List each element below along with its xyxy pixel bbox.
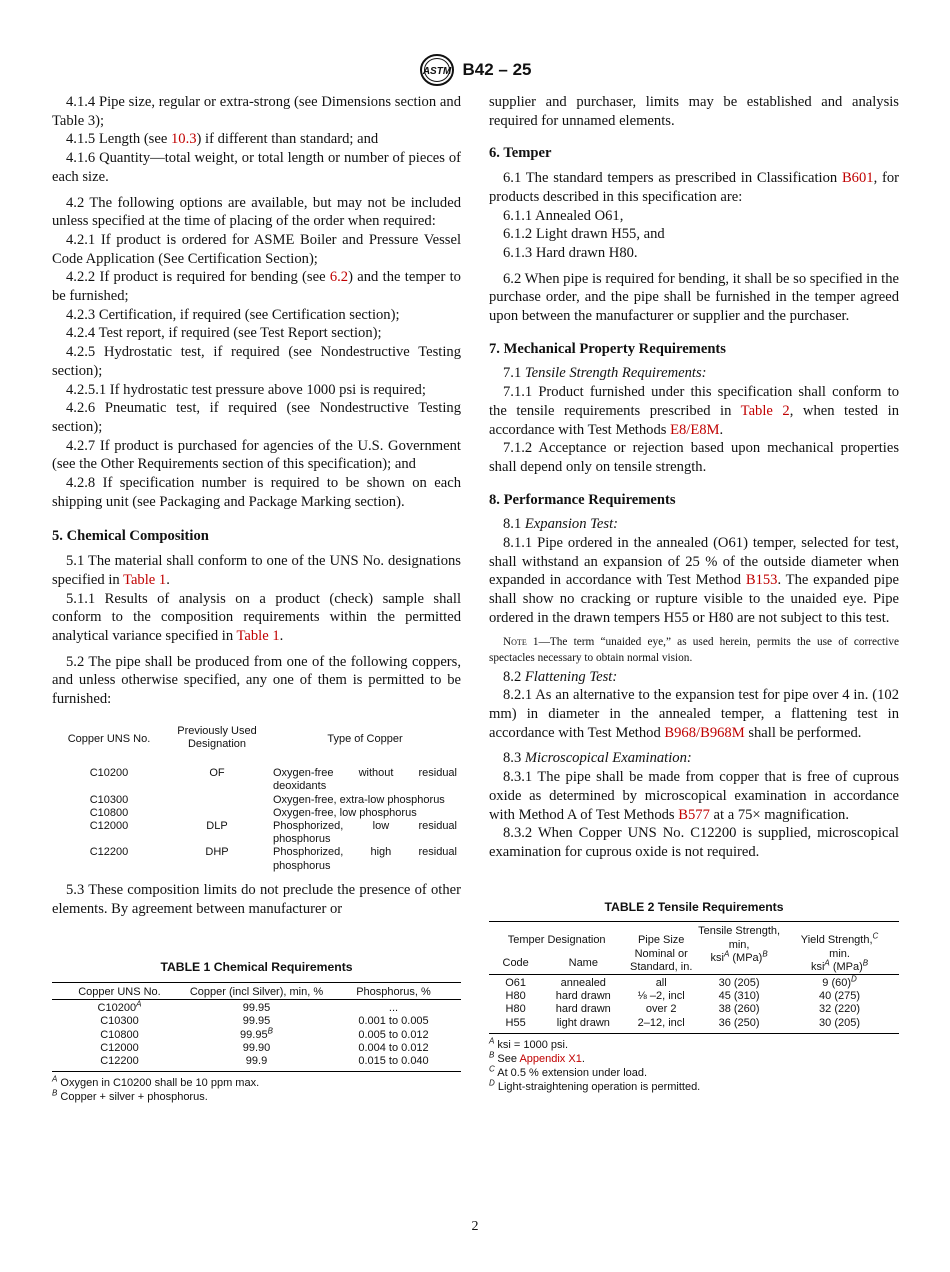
link-table-2[interactable]: Table 2 [740, 402, 790, 419]
table-2-footnote-a: $^A$ ksi = 1000 psi. [489, 1036, 569, 1051]
table-row: C10800 $99.95^B$ 0.005 to 0.012 [100, 1025, 429, 1041]
column-header: Type of Copper [327, 732, 403, 745]
document-designation: B42 – 25 [462, 60, 532, 79]
table-2-block [489, 898, 899, 1094]
column-header: Tensile Strength, min, ksi$^A$ (MPa)$^B$ [698, 925, 781, 964]
page-header [0, 56, 950, 84]
table-row: C10300 Oxygen-free, extra-low phosphorus [89, 793, 445, 806]
paragraph-4-2-3: 4.2.3 Certification, if required (see Certification section); [66, 306, 400, 323]
table-row: $C10200^A$ 99.95 ... [52, 1000, 461, 1016]
column-header: Copper UNS No. [78, 985, 161, 998]
paragraph-8-1-1: 8.1.1 Pipe ordered in the annealed (O61) temper, selected for test, shall withstand an expansion of 25 % of the outside diameter when expanded in accordance with Test Method B153. The expanded pipe shall show no cracking or rupture visible to the unaided eye. Pipe ordered in the drawn tempers H55 or H80 are not subject to this test. [489, 535, 899, 626]
column-header: Name [568, 956, 598, 969]
table-2-footnote-c: $^C$ At 0.5 % extension under load. [489, 1064, 648, 1079]
paragraph-5-1: 5.1 The material shall conform to one of the UNS No. designations specified in Table 1. [52, 553, 461, 588]
link-b601[interactable]: B601 [841, 170, 874, 187]
table-1-block [52, 958, 461, 1104]
table-row: H80 hard drawn ⅛ –2, incl 45 (310) 40 (275) [505, 990, 861, 1003]
table-1-footnote-a: $^A$ Oxygen in C10200 shall be 10 ppm max. [52, 1074, 260, 1090]
table-row: C10200 OF Oxygen-free without residual deoxidants [89, 767, 457, 793]
section-heading-8: 8. Performance Requirements [489, 491, 676, 508]
table-header-row [52, 982, 461, 999]
column-header: Copper UNS No. [67, 732, 151, 745]
paragraph-6-1: 6.1 The standard tempers as prescribed in Classification B601, for products described in this specification are: [489, 170, 899, 205]
table-row: C12200 99.9 0.015 to 0.040 [100, 1054, 429, 1067]
column-header: Temper Designation [507, 934, 606, 947]
paragraph-4-2: 4.2 The following options are available, but may not be included unless specified at the time of placing of the order when required: [52, 194, 461, 230]
paragraph-4-2-1: 4.2.1 If product is ordered for ASME Boiler and Pressure Vessel Code Application (See Certification Section); [52, 231, 461, 267]
link-b153[interactable]: B153 [745, 572, 778, 589]
table-row: H80 hard drawn over 2 38 (260) 32 (220) [505, 1003, 861, 1016]
table-row: C12000 99.90 0.004 to 0.012 [100, 1041, 429, 1054]
astm-logo-icon [419, 53, 455, 87]
paragraph-4-2-4: 4.2.4 Test report, if required (see Test Report section); [66, 325, 382, 342]
paragraph-4-2-5-1: 4.2.5.1 If hydrostatic test pressure above 1000 psi is required; [66, 381, 426, 398]
table-2-footnote-b: $^B$ See Appendix X1. [489, 1050, 585, 1065]
column-header: Previously Used Designation [177, 724, 257, 750]
table-2-title: TABLE 2 Tensile Requirements [604, 899, 784, 914]
paragraph-7-1: 7.1 Tensile Strength Requirements: [503, 365, 707, 382]
left-column [52, 93, 461, 1104]
paragraph-8-1: 8.1 Expansion Test: [503, 516, 618, 533]
link-appendix-x1[interactable]: Appendix X1 [519, 1052, 582, 1065]
table-row: O61 annealed all 30 (205) 9 $(60)^D$ [489, 974, 899, 990]
right-column [489, 93, 899, 1094]
link-b968[interactable]: B968/B968M [664, 724, 745, 741]
paragraph-8-3-2: 8.3.2 When Copper UNS No. C12200 is supplied, microscopical examination for cuprous oxide is not required. [489, 825, 899, 860]
link-6-2[interactable]: 6.2 [329, 269, 349, 286]
link-table-1[interactable]: Table 1 [236, 627, 280, 644]
paragraph-4-2-2: 4.2.2 If product is required for bending (see 6.2) and the temper to be furnished; [52, 269, 461, 305]
column-header: Copper (incl Silver), min, % [189, 985, 324, 998]
paragraph-4-2-6: 4.2.6 Pneumatic test, if required (see Nondestructive Testing section); [52, 400, 461, 435]
paragraph-6-1-1: 6.1.1 Annealed O61, [503, 207, 624, 224]
table-1-chemical-requirements [52, 982, 461, 1076]
column-header: Code [502, 956, 529, 969]
table-row: C12000 DLP Phosphorized, low residual phosphorus [89, 820, 457, 846]
table-1-footnote-b: $^B$ Copper + silver + phosphorus. [52, 1088, 208, 1104]
paragraph-5-2: 5.2 The pipe shall be produced from one of the following coppers, and unless otherwise specified, any one of them is permitted to be furnished: [52, 653, 461, 708]
column-header: Phosphorus, % [356, 985, 431, 998]
table-2-footnote-d: $^D$ Light-straightening operation is permitted. [489, 1078, 701, 1093]
paragraph-4-2-5: 4.2.5 Hydrostatic test, if required (see Nondestructive Testing section); [52, 344, 461, 379]
paragraph-8-2-1: 8.2.1 As an alternative to the expansion test for pipe over 4 in. (102 mm) in diameter in the annealed temper, a flattening test in accordance with Test Method B968/B968M shall be performed. [489, 687, 899, 741]
copper-types-table [55, 725, 459, 873]
paragraph-8-3: 8.3 Microscopical Examination: [503, 750, 692, 767]
page-number: 2 [471, 1219, 479, 1234]
table-header-row [55, 725, 459, 767]
paragraph-6-1-2: 6.1.2 Light drawn H55, and [503, 226, 665, 243]
paragraph-4-1-5: 4.1.5 Length (see 10.3) if different than standard; and [66, 131, 379, 148]
paragraph-5-3: 5.3 These composition limits do not preclude the presence of other elements. By agreement between manufacturer or [52, 881, 461, 917]
table-row: H55 light drawn 2–12, incl 36 (250) 30 (205) [505, 1016, 861, 1029]
svg-text:ASTM: ASTM [422, 66, 451, 77]
paragraph-6-2: 6.2 When pipe is required for bending, it shall be so specified in the purchase order, and the pipe shall be furnished in the temper agreed upon between the manufacturer or supplier and the purchaser. [489, 270, 899, 325]
column-header: Yield Strength,$^C$ min. ksi$^A$ (MPa)$^B$ [800, 931, 879, 973]
paragraph-4-2-7: 4.2.7 If product is purchased for agencies of the U.S. Government (see the Other Requirements section of this specification); and [52, 437, 461, 473]
paragraph-4-1-4: 4.1.4 Pipe size, regular or extra-strong (see Dimensions section and Table 3); [52, 94, 461, 129]
paragraph-4-1-6: 4.1.6 Quantity—total weight, or total length or number of pieces of each size. [52, 150, 461, 185]
paragraph-7-1-1: 7.1.1 Product furnished under this specification shall conform to the tensile requirements prescribed in Table 2, when tested in accordance with Test Methods E8/E8M. [489, 384, 899, 438]
table-row: C12200 DHP Phosphorized, high residual phosphorus [89, 846, 457, 872]
link-10-3[interactable]: 10.3 [170, 131, 197, 148]
table-2-tensile-requirements [489, 921, 899, 1037]
paragraph-7-1-2: 7.1.2 Acceptance or rejection based upon mechanical properties shall depend only on tensile strength. [489, 440, 899, 475]
section-heading-7: 7. Mechanical Property Requirements [489, 340, 726, 357]
paragraph-4-2-8: 4.2.8 If specification number is required to be shown on each shipping unit (see Packaging and Package Marking section). [52, 475, 461, 510]
paragraph-8-2: 8.2 Flattening Test: [503, 668, 618, 685]
table-row: C10800 Oxygen-free, low phosphorus [89, 806, 417, 819]
link-e8-e8m[interactable]: E8/E8M [670, 421, 720, 438]
link-b577[interactable]: B577 [678, 806, 710, 823]
section-heading-6: 6. Temper [489, 145, 552, 162]
section-heading-5: 5. Chemical Composition [52, 528, 209, 545]
table-header-row [489, 922, 899, 949]
note-1: Note 1—The term “unaided eye,” as used herein, permits the use of corrective spectacles necessary to obtain normal vision. [489, 635, 899, 664]
link-table-1[interactable]: Table 1 [123, 571, 167, 588]
paragraph-6-1-3: 6.1.3 Hard drawn H80. [503, 244, 638, 261]
column-header: Pipe Size Nominal or Standard, in. [630, 934, 693, 973]
paragraph-5-1-1: 5.1.1 Results of analysis on a product (check) sample shall conform to the composition requirements within the permitted analytical variance specified in Table 1. [52, 590, 461, 644]
paragraph-8-3-1: 8.3.1 The pipe shall be made from copper that is free of cuprous oxide as determined by microscopical examination in accordance with Method A of Test Methods B577 at a 75× magnification. [489, 769, 899, 823]
paragraph-continued: supplier and purchaser, limits may be established and analysis required for unnamed elements. [489, 94, 899, 129]
table-row: C10300 99.95 0.001 to 0.005 [100, 1015, 429, 1028]
table-1-title: TABLE 1 Chemical Requirements [160, 960, 353, 975]
